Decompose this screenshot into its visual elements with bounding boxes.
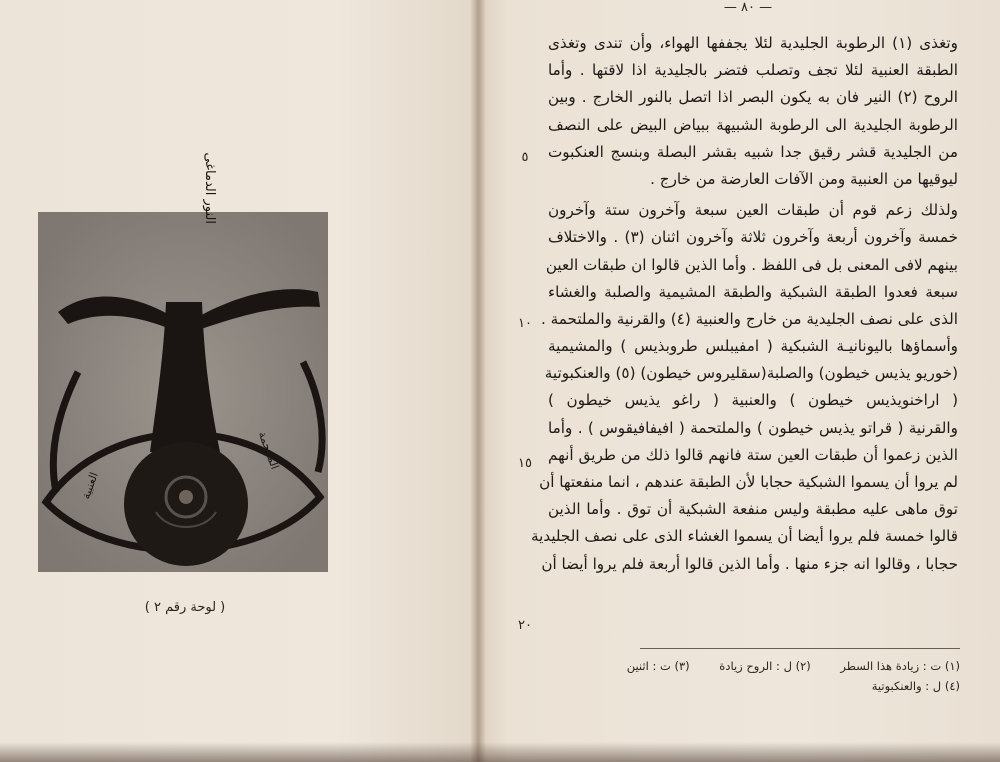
body-text: [530, 30, 958, 578]
text-line: حجابا ، وقالوا انه جزء منها . وأما الذين قالوا أربعة فلم يروا أيضا أن: [541, 554, 958, 573]
text-line: توق ماهى عليه مطبقة وليس منفعة الشبكية أن توق . وأما الذين: [548, 500, 958, 519]
footnote-3: (٣) ت : اثنين: [626, 659, 690, 673]
text-line: وتغذى (١) الرطوبة الجليدية لئلا يجففها الهواء، وأن تندى وتغذى: [548, 34, 958, 52]
left-inscription: العنبية: [79, 470, 101, 501]
footnote-line: [530, 676, 960, 696]
book-gutter: [470, 0, 486, 762]
vertical-inscription: النور الدماغى: [202, 152, 217, 224]
text-line: لم يروا أن يسموا الشبكية حجابا لأن الطبقة عندهم ، انما منفعتها أن: [539, 473, 958, 491]
page-number: — ٨٠ —: [723, 0, 773, 15]
text-line: ( اراخنويذيس خيطون ) والعنبية ( راغو يذيس خيطون ): [548, 391, 958, 410]
text-line: الرطوبة الجليدية الى الرطوبة الشبيهة ببياض البيض على النصف: [548, 115, 958, 134]
text-line: ليوقيها من العنبية ومن الآفات العارضة من خارج .: [650, 169, 958, 188]
text-line: (خوريو يذيس خيطون) والصلبة(سقليروس خيطون) (٥) والعنكبوتية: [544, 364, 958, 383]
text-line: الذى على نصف الجليدية من خارج والعنبية (٤) والقرنية والملتحمة .: [540, 309, 958, 328]
eye-plate-illustration: [38, 152, 328, 572]
footnote-2: (٢) ل : الروح زيادة: [719, 659, 811, 673]
line-number-5: ٥: [521, 150, 529, 165]
text-line: الروح (٢) النير فان به يكون البصر اذا اتصل بالنور الخارج . وبين: [548, 88, 958, 107]
pupil-center: [179, 490, 193, 504]
footnotes: [530, 656, 960, 696]
text-line: سبعة فعدوا الطبقة الشبكية والطبقة المشيمية والصلبة والغشاء: [548, 282, 958, 301]
text-line: قالوا خمسة فلم يروا أيضا أن يسموا الغشاء الذى على نصف الجليدية: [530, 527, 958, 546]
footnote-line: [530, 656, 960, 676]
line-number-10: ١٠: [518, 316, 532, 331]
footnote-1: (١) ت : زيادة هذا السطر: [840, 659, 960, 673]
text-line: ولذلك زعم قوم أن طبقات العين سبعة وآخرون ستة وآخرون: [548, 201, 958, 220]
text-line: من الجليدية قشر رقيق جدا شبيه بقشر البصلة وبنسج العنكبوت: [548, 142, 958, 161]
footnote-rule: [640, 648, 960, 649]
eye-diagram-svg: [38, 152, 328, 572]
plate-caption: ( لوحة رقم ٢ ): [144, 600, 226, 615]
text-line: والقرنية ( قراتو يذيس خيطون ) والملتحمة ( افيفافيقوس ) . وأما: [548, 418, 958, 437]
page-bottom-edge: [0, 742, 1000, 762]
text-line: بينهم لافى المعنى بل فى اللفظ . وأما الذين قالوا ان طبقات العين: [545, 255, 958, 274]
right-inscription: الملتحمة: [255, 429, 282, 472]
text-line: الذين زعموا أن طبقات العين ستة فانهم قالوا ذلك من طريق أنهم: [548, 445, 958, 464]
text-line: خمسة وآخرون أربعة وآخرون ثلاثة وآخرون اثنان (٣) . والاختلاف: [548, 228, 958, 247]
text-line: الطبقة العنبية لئلا تجف وتصلب فتضر بالجليدية اذا لاقتها . وأما: [548, 61, 958, 80]
line-number-20: ٢٠: [518, 618, 532, 633]
line-number-15: ١٥: [518, 456, 532, 471]
footnote-4: (٤) ل : والعنكبوتية: [871, 679, 960, 693]
text-line: وأسماؤها باليونانيـة الشبكية ( امفيبلس طروبذيس ) والمشيمية: [548, 337, 958, 356]
